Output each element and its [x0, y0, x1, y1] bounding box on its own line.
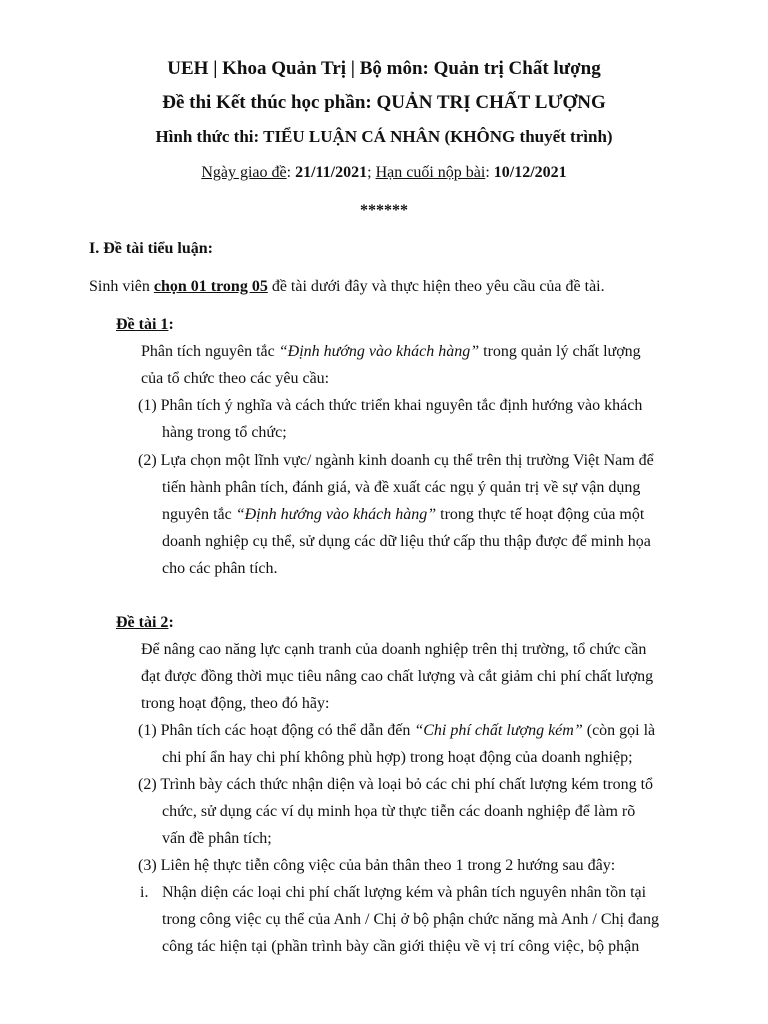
dates-line: Ngày giao đề: 21/11/2021; Hạn cuối nộp bài: 10/12/2021 — [201, 164, 567, 181]
separator-stars: ****** — [360, 202, 408, 219]
topic-2-paragraph: Để nâng cao năng lực cạnh tranh của doanh nghiệp trên thị trường, tổ chức cần — [141, 641, 647, 658]
header-line-2: Đề thi Kết thúc học phần: QUẢN TRỊ CHẤT LƯỢNG — [162, 92, 606, 113]
topic-2-title: Đề tài 2: — [116, 614, 174, 631]
assign-date-label: Ngày giao đề — [201, 164, 287, 181]
header-line-3: Hình thức thi: TIỂU LUẬN CÁ NHÂN (KHÔNG thuyết trình) — [155, 127, 613, 146]
topic-1-item-1-cont: hàng trong tổ chức; — [162, 424, 287, 441]
topic-2-subitem-i: Nhận diện các loại chi phí chất lượng kém và phân tích nguyên nhân tồn tại — [162, 884, 647, 901]
topic-2-item-2-cont-2: vấn đề phân tích; — [162, 830, 272, 847]
topic-2-item-1: (1) Phân tích các hoạt động có thể dẫn đến “Chi phí chất lượng kém” (còn gọi là — [138, 722, 656, 739]
topic-1-title: Đề tài 1: — [116, 316, 174, 333]
topic-2-subitem-i-number: i. — [140, 884, 149, 901]
topic-1-paragraph-cont: của tổ chức theo các yêu cầu: — [141, 370, 330, 387]
topic-1-paragraph: Phân tích nguyên tắc “Định hướng vào khách hàng” trong quản lý chất lượng — [141, 343, 641, 360]
deadline-label: Hạn cuối nộp bài — [375, 164, 486, 181]
choose-instruction: chọn 01 trong 05 — [153, 278, 268, 295]
topic-2-paragraph-cont-1: đạt được đồng thời mục tiêu nâng cao chất lượng và cắt giảm chi phí chất lượng — [141, 668, 654, 685]
topic-1-item-2: (2) Lựa chọn một lĩnh vực/ ngành kinh doanh cụ thể trên thị trường Việt Nam để — [138, 452, 654, 469]
topic-2-paragraph-cont-2: trong hoạt động, theo đó hãy: — [141, 695, 330, 712]
topic-2-item-1-cont: chi phí ẩn hay chi phí không phù hợp) trong hoạt động của doanh nghiệp; — [162, 749, 633, 766]
topic-2-item-2: (2) Trình bày cách thức nhận diện và loại bỏ các chi phí chất lượng kém trong tổ — [138, 776, 654, 793]
section-title: I. Đề tài tiểu luận: — [89, 240, 213, 257]
topic-1-item-2-cont-2: nguyên tắc “Định hướng vào khách hàng” trong thực tế hoạt động của một — [162, 506, 645, 523]
topic-2-item-3: (3) Liên hệ thực tiễn công việc của bản thân theo 1 trong 2 hướng sau đây: — [138, 857, 616, 874]
topic-2-subitem-i-cont-2: công tác hiện tại (phần trình bày cần giới thiệu về vị trí công việc, bộ phận — [162, 938, 640, 955]
header-line-1: UEH | Khoa Quản Trị | Bộ môn: Quản trị Chất lượng — [167, 58, 601, 79]
deadline-value: 10/12/2021 — [493, 164, 567, 181]
topic-1-item-1: (1) Phân tích ý nghĩa và cách thức triển khai nguyên tắc định hướng vào khách — [138, 397, 643, 414]
assign-date-value: 21/11/2021 — [295, 164, 368, 181]
section-intro: Sinh viên chọn 01 trong 05 đề tài dưới đây và thực hiện theo yêu cầu của đề tài. — [89, 278, 605, 295]
topic-1-item-2-cont-3: doanh nghiệp cụ thể, sử dụng các dữ liệu thứ cấp thu thập được để minh họa — [162, 533, 651, 550]
topic-1-item-2-cont-1: tiến hành phân tích, đánh giá, và đề xuất các ngụ ý quản trị về sự vận dụng — [162, 479, 641, 496]
topic-1-item-2-cont-4: cho các phân tích. — [162, 560, 278, 577]
topic-2-subitem-i-cont-1: trong công việc cụ thể của Anh / Chị ở bộ phận chức năng mà Anh / Chị đang — [162, 911, 660, 928]
topic-2-item-2-cont-1: chức, sử dụng các ví dụ minh họa từ thực tiễn các doanh nghiệp để làm rõ — [162, 803, 636, 820]
